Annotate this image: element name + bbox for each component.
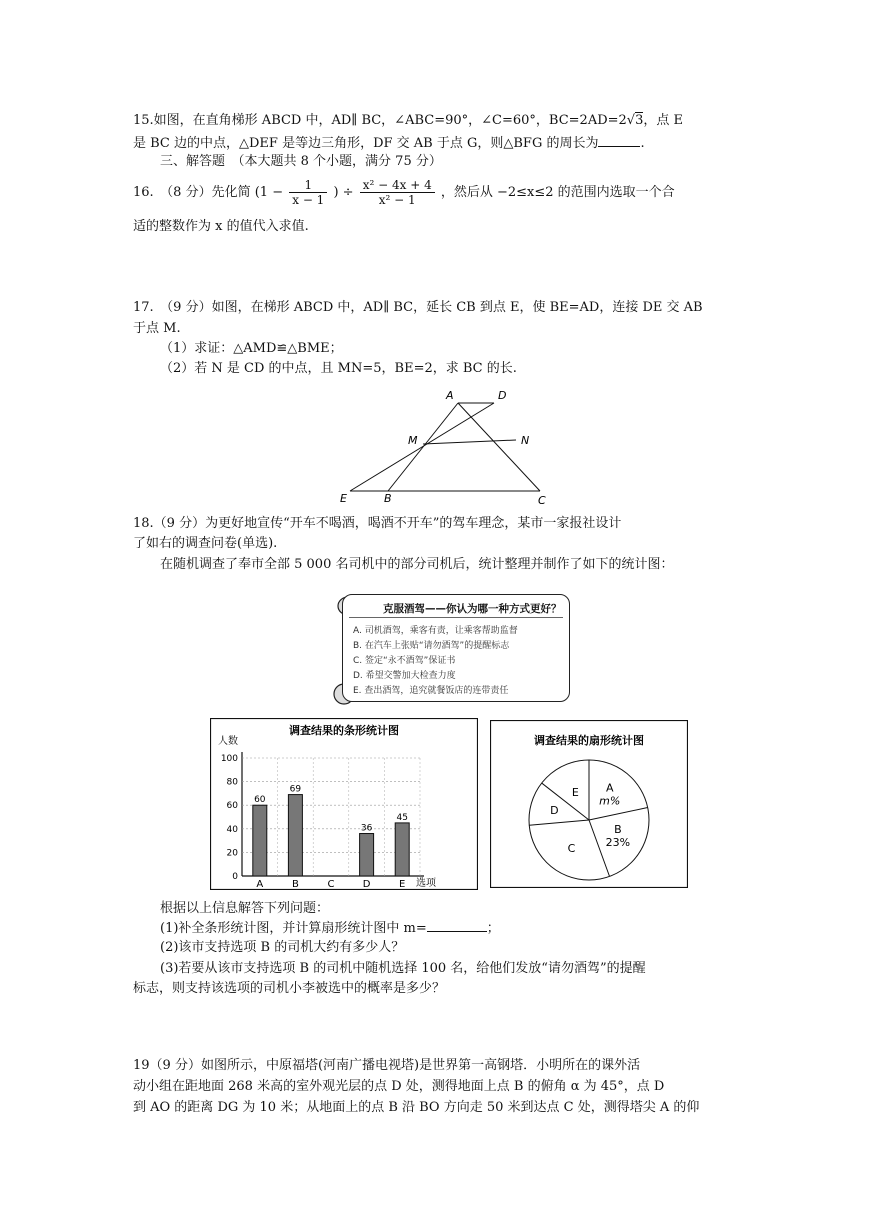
- bar-value-label-d: 36: [360, 823, 373, 834]
- pie-label-a: A: [606, 781, 614, 795]
- q15-line1-end: ，点 E: [643, 113, 683, 128]
- q17-line2: 于点 M.: [133, 321, 181, 336]
- pie-value-label-b: 23%: [605, 835, 631, 849]
- q16-open: (1 −: [254, 185, 284, 200]
- q17-trapezoid-diagram: [330, 384, 560, 506]
- x-tick-label-e: E: [399, 879, 406, 890]
- x-tick-label-c: C: [327, 879, 335, 890]
- pie-label-c: C: [567, 841, 576, 855]
- survey-divider: [349, 617, 563, 618]
- bar-value-label-b: 69: [289, 784, 302, 795]
- bar-value-label-e: 45: [396, 812, 408, 823]
- q16-f2-den: x² − 1: [378, 193, 416, 207]
- bar-d: [360, 834, 374, 876]
- bar-b: [288, 795, 302, 876]
- q19-line3: 到 AO 的距离 DG 为 10 米；从地面上的点 B 沿 BO 方向走 50 米到达点 C 处，测得塔尖 A 的仰: [133, 1100, 700, 1115]
- edge-DC: [458, 403, 540, 491]
- bar-value-label-a: 60: [254, 795, 266, 806]
- x-tick-label-b: B: [291, 879, 299, 890]
- pie-label-b: B: [614, 822, 622, 836]
- q15-line1-text: 15.如图，在直角梯形 ABCD 中，AD∥ BC，∠ABC=90°，∠C=60°，BC=2AD=2: [133, 113, 627, 128]
- q18-sub2: (2)该市支持选项 B 的司机大约有多少人？: [160, 940, 405, 955]
- q16-line1: [133, 176, 675, 210]
- q18-sub1-text: (1)补全条形统计图，并计算扇形统计图中 m=: [160, 921, 427, 936]
- q16-close-div: ) ÷: [333, 185, 354, 200]
- q15-answer-blank[interactable]: [598, 134, 640, 147]
- pie-label-e: E: [571, 785, 579, 799]
- q16-fraction-1: [289, 178, 327, 207]
- label-C: C: [538, 494, 546, 506]
- y-tick-label: 0: [232, 872, 238, 882]
- q16-prefix: 16. （8 分）先化简: [133, 185, 251, 200]
- q16-fraction-2: [360, 178, 435, 207]
- pie-label-d: D: [550, 804, 559, 818]
- q18-line3: 在随机调查了奉市全部 5 000 名司机中的部分司机后，统计整理并制作了如下的统计图：: [160, 557, 674, 572]
- section-3-heading: 三、解答题 （本大题共 8 个小题，满分 75 分）: [160, 154, 442, 169]
- q17-part2: （2）若 N 是 CD 的中点，且 MN=5，BE=2，求 BC 的长.: [160, 361, 517, 376]
- bar-chart-xlabel: 选项: [416, 878, 436, 889]
- survey-box: [342, 594, 570, 702]
- label-D: D: [498, 389, 507, 402]
- q18-line2: 了如右的调查问卷(单选).: [133, 536, 278, 551]
- pie-value-label-a: m%: [599, 794, 621, 808]
- bar-chart: [210, 718, 478, 890]
- survey-option-e: E. 查出酒驾，追究就餐饭店的连带责任: [353, 686, 509, 696]
- q15-line2: [133, 134, 645, 153]
- q18-after-intro: 根据以上信息解答下列问题：: [160, 901, 330, 916]
- y-tick-label: 20: [226, 848, 238, 859]
- q18-sub1-end: ；: [486, 921, 500, 936]
- edge-AB: [388, 403, 458, 491]
- pie-chart-title: 调查结果的扇形统计图: [534, 734, 644, 747]
- q17-part1: （1）求证：△AMD≌△BME；: [160, 341, 343, 356]
- survey-title: 克服酒驾——你认为哪一种方式更好？: [383, 603, 562, 615]
- q17-line1: 17. （9 分）如图，在梯形 ABCD 中，AD∥ BC，延长 CB 到点 E，使 BE=AD，连接 DE 交 AB: [133, 300, 703, 315]
- label-M: M: [408, 434, 418, 447]
- q18-sub1: [160, 919, 500, 938]
- x-tick-label-d: D: [362, 879, 371, 890]
- y-tick-label: 60: [226, 801, 238, 812]
- survey-option-c: C. 签定“永不酒驾”保证书: [353, 656, 456, 666]
- q19-line1: 19（9 分）如图所示，中原福塔(河南广播电视塔)是世界第一高钢塔．小明所在的课外活: [133, 1058, 641, 1073]
- q15-sqrt-value: 3: [635, 113, 644, 128]
- q19-line2: 动小组在距地面 268 米高的室外观光层的点 D 处，测得地面上点 B 的俯角 α 为 45°，点 D: [133, 1079, 665, 1094]
- y-tick-label: 40: [226, 824, 238, 835]
- q18-sub3-line2: 标志，则支持该选项的司机小李被选中的概率是多少？: [133, 981, 446, 996]
- label-N: N: [521, 434, 530, 447]
- bar-e: [395, 823, 409, 876]
- q16-f1-num: 1: [289, 178, 327, 193]
- survey-option-b: B. 在汽车上张贴“请勿酒驾”的提醒标志: [353, 641, 510, 651]
- q15-line2-text: 是 BC 边的中点，△DEF 是等边三角形，DF 交 AB 于点 G，则△BFG 的周长为: [133, 136, 599, 151]
- q15-line1: [133, 112, 683, 130]
- q16-line2: 适的整数作为 x 的值代入求值.: [133, 219, 309, 234]
- q18-line1: 18.（9 分）为更好地宣传“开车不喝酒，喝酒不开车”的驾车理念，某市一家报社设计: [133, 516, 622, 531]
- q18-sub3-line1: (3)若要从该市支持选项 B 的司机中随机选择 100 名，给他们发放“请勿酒驾”的提醒: [160, 961, 646, 976]
- label-B: B: [384, 492, 392, 505]
- m-answer-blank[interactable]: [427, 919, 487, 932]
- y-tick-label: 100: [220, 754, 238, 764]
- segment-MN: [423, 440, 516, 444]
- q15-line2-end: .: [640, 136, 645, 151]
- survey-questionnaire: [330, 588, 570, 712]
- q16-suffix: ，然后从 −2≤x≤2 的范围内选取一个合: [440, 185, 675, 200]
- q16-f1-den: x − 1: [292, 193, 325, 207]
- bar-a: [253, 805, 267, 876]
- x-tick-label-a: A: [256, 879, 264, 890]
- bar-chart-frame: [211, 719, 478, 890]
- survey-option-a: A. 司机酒驾，乘客有责，让乘客帮助监督: [353, 626, 518, 636]
- edge-ED: [350, 403, 494, 491]
- q16-f2-num: x² − 4x + 4: [360, 178, 435, 193]
- bar-chart-title: 调查结果的条形统计图: [289, 724, 399, 737]
- sqrt-symbol: √: [626, 113, 636, 128]
- survey-option-d: D. 希望交警加大检查力度: [353, 671, 456, 681]
- y-tick-label: 80: [226, 777, 238, 788]
- pie-chart: [490, 720, 688, 888]
- label-A: A: [446, 389, 454, 402]
- label-E: E: [340, 492, 347, 505]
- bar-chart-ylabel: 人数: [218, 736, 238, 747]
